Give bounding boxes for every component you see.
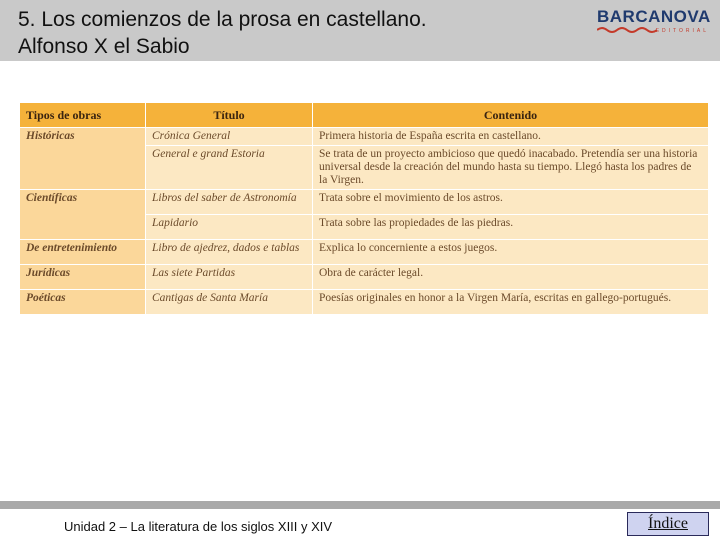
- content-cell: Trata sobre el movimiento de los astros.: [313, 190, 709, 215]
- table-row: [20, 290, 709, 315]
- title-cell: General e grand Estoria: [146, 146, 313, 190]
- logo-wave-icon: [597, 26, 657, 34]
- column-header-content: Contenido: [313, 103, 709, 128]
- logo-subtitle: EDITORIAL: [655, 28, 709, 34]
- content-cell: Trata sobre las propiedades de las piedras.: [313, 215, 709, 240]
- title-cell: Las siete Partidas: [146, 265, 313, 290]
- table-row: [20, 265, 709, 290]
- column-header-type: Tipos de obras: [20, 103, 146, 128]
- works-table: [19, 102, 709, 315]
- table-row: [20, 190, 709, 215]
- content-cell: Poesías originales en honor a la Virgen María, escritas en gallego-portugués.: [313, 290, 709, 315]
- barcanova-logo: [597, 7, 711, 37]
- content-cell: Explica lo concerniente a estos juegos.: [313, 240, 709, 265]
- title-cell: Libro de ajedrez, dados e tablas: [146, 240, 313, 265]
- footer-divider: [0, 501, 720, 509]
- index-button[interactable]: Índice: [627, 512, 709, 536]
- type-cell: Científicas: [20, 190, 146, 240]
- type-cell: Jurídicas: [20, 265, 146, 290]
- title-cell: Crónica General: [146, 128, 313, 146]
- page-title-line1: 5. Los comienzos de la prosa en castellano.: [18, 8, 427, 31]
- footer-unit-text: Unidad 2 – La literatura de los siglos XIII y XIV: [64, 519, 333, 534]
- page-title: [18, 6, 427, 60]
- type-cell: Poéticas: [20, 290, 146, 315]
- title-cell: Libros del saber de Astronomía: [146, 190, 313, 215]
- content-cell: Se trata de un proyecto ambicioso que quedó inacabado. Pretendía ser una historia universal desde la creación del mundo hasta su tiempo. Llegó hasta los padres de la Virgen.: [313, 146, 709, 190]
- table-row: [20, 128, 709, 146]
- content-cell: Obra de carácter legal.: [313, 265, 709, 290]
- title-cell: Lapidario: [146, 215, 313, 240]
- table-header-row: [20, 103, 709, 128]
- header-bar: [0, 0, 720, 61]
- table-row: [20, 240, 709, 265]
- title-cell: Cantigas de Santa María: [146, 290, 313, 315]
- type-cell: Históricas: [20, 128, 146, 190]
- page-title-line2: Alfonso X el Sabio: [18, 35, 190, 58]
- column-header-title: Título: [146, 103, 313, 128]
- content-cell: Primera historia de España escrita en castellano.: [313, 128, 709, 146]
- logo-wordmark: BARCANOVA: [597, 7, 711, 26]
- type-cell: De entretenimiento: [20, 240, 146, 265]
